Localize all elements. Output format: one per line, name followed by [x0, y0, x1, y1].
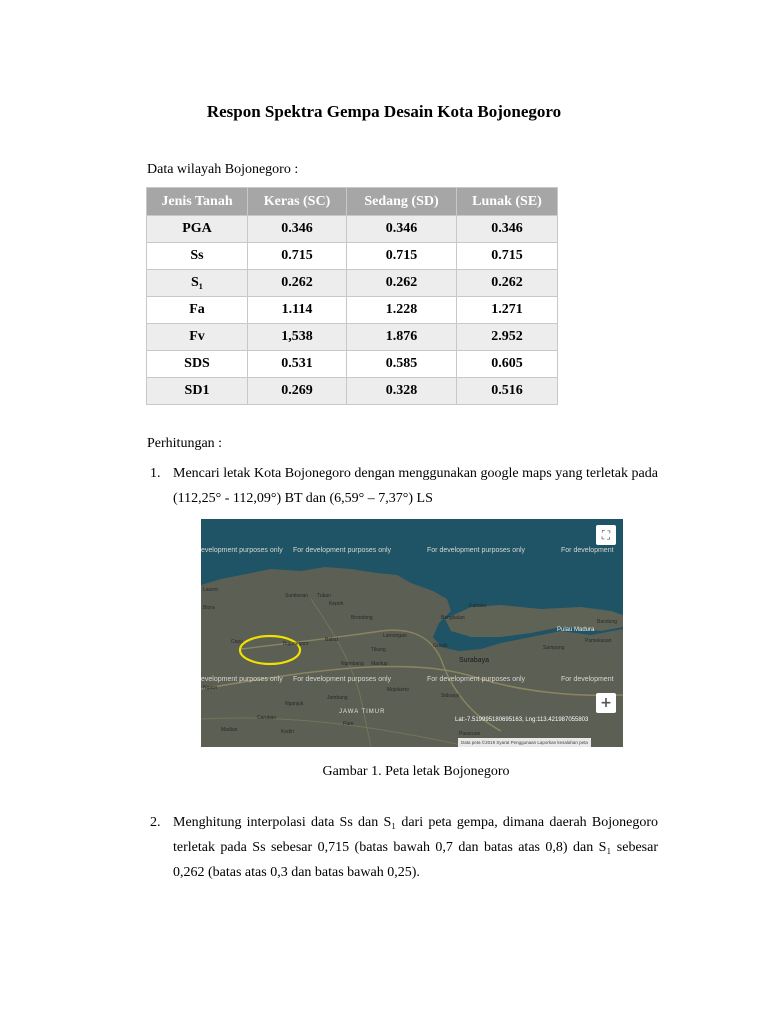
- place-label: Bojonegoro: [283, 641, 309, 647]
- watermark-text: evelopment purposes only: [201, 547, 283, 554]
- figure-caption: Gambar 1. Peta letak Bojonegoro: [322, 764, 510, 779]
- table-cell: 0.346: [347, 216, 457, 243]
- list-number: 1.: [150, 466, 161, 481]
- table-cell: 0.516: [457, 378, 558, 405]
- place-label: Sampang: [543, 645, 565, 651]
- table-cell: 0.715: [248, 243, 347, 270]
- table-cell: 0.605: [457, 351, 558, 378]
- fullscreen-button[interactable]: ⛶: [596, 525, 616, 545]
- watermark-text: For development: [561, 676, 614, 683]
- header-sedang: Sedang (SD): [347, 188, 457, 216]
- watermark-text: For development purposes only: [427, 676, 526, 683]
- place-label: Madiun: [221, 727, 238, 733]
- place-label: Babat: [325, 637, 339, 643]
- place-label: Jombang: [327, 695, 348, 701]
- table-row: [147, 297, 558, 324]
- place-label: Lasem: [203, 587, 219, 593]
- header-keras: Keras (SC): [248, 188, 347, 216]
- list-item: [147, 810, 658, 885]
- place-label: Bandung: [597, 619, 618, 625]
- list-number: 2.: [150, 815, 161, 830]
- table-cell: 1,538: [248, 324, 347, 351]
- table-cell: SD1: [147, 378, 248, 405]
- list-item: [147, 461, 658, 511]
- place-label: Brondong: [351, 615, 373, 621]
- list-text: Mencari letak Kota Bojonegoro dengan menggunakan google maps yang terletak pada (112,25° - 112,09°) BT dan (6,59° – 7,37°) LS: [173, 466, 658, 506]
- table-header-row: [147, 188, 558, 216]
- watermark-text: evelopment purposes only: [201, 676, 283, 683]
- table-cell: 0.262: [347, 270, 457, 297]
- place-label: Ngawi: [203, 685, 217, 691]
- header-jenis-tanah: Jenis Tanah: [147, 188, 248, 216]
- place-label: Kepoh: [329, 601, 344, 607]
- table-cell: 1.114: [248, 297, 347, 324]
- table-cell: 0.262: [457, 270, 558, 297]
- watermark-text: For development: [561, 547, 614, 554]
- table-row: [147, 270, 558, 297]
- table-cell: 1.876: [347, 324, 457, 351]
- place-label: JAWA TIMUR: [339, 709, 386, 715]
- table-cell: 0.346: [248, 216, 347, 243]
- place-label: Mojokerto: [387, 687, 409, 693]
- soil-data-table: [146, 187, 558, 405]
- place-label: Kediri: [281, 729, 294, 735]
- place-label: Pulau Madura: [557, 627, 595, 633]
- place-label: Surabaya: [459, 657, 489, 664]
- intro-text: Data wilayah Bojonegoro :: [147, 162, 299, 177]
- place-label: Mantup: [371, 661, 388, 667]
- table-row: [147, 378, 558, 405]
- place-label: Sidoarjo: [441, 693, 460, 699]
- table-cell: 0.328: [347, 378, 457, 405]
- watermark-text: For development purposes only: [293, 547, 392, 554]
- place-label: Pare: [343, 721, 354, 727]
- place-label: Bangkalan: [441, 615, 465, 621]
- table-cell: 0.585: [347, 351, 457, 378]
- table-cell: 0.715: [457, 243, 558, 270]
- table-cell: 1.228: [347, 297, 457, 324]
- table-cell: S₁: [147, 270, 248, 297]
- table-cell: 0.531: [248, 351, 347, 378]
- table-cell: 0.269: [248, 378, 347, 405]
- table-row: [147, 216, 558, 243]
- table-cell: PGA: [147, 216, 248, 243]
- map-attribution[interactable]: Data peta ©2019 Syarat Penggunaan Laporkan kesalahan peta: [458, 738, 591, 747]
- table-cell: SDS: [147, 351, 248, 378]
- header-lunak: Lunak (SE): [457, 188, 558, 216]
- place-label: Gresik: [433, 643, 448, 649]
- table-cell: 0.346: [457, 216, 558, 243]
- place-label: Tuban: [317, 593, 331, 599]
- table-cell: 1.271: [457, 297, 558, 324]
- table-cell: 0.262: [248, 270, 347, 297]
- page-title: Respon Spektra Gempa Desain Kota Bojonegoro: [206, 102, 562, 121]
- table-cell: 2.952: [457, 324, 558, 351]
- table-row: [147, 243, 558, 270]
- place-label: Blora: [203, 605, 215, 611]
- road-line: [311, 599, 371, 747]
- table-row: [147, 351, 558, 378]
- table-row: [147, 324, 558, 351]
- place-label: Tikung: [371, 647, 386, 653]
- place-label: Caruban: [257, 715, 277, 721]
- zoom-in-button[interactable]: +: [596, 693, 616, 713]
- list-text: Menghitung interpolasi data Ss dan S₁ dari peta gempa, dimana daerah Bojonegoro terletak pada Ss sebesar 0,715 (batas bawah 0,7 dan batas atas 0,8) dan S₁ sebesar 0,262 (batas atas 0,3 dan batas bawah 0,25).: [173, 815, 658, 880]
- location-map[interactable]: [201, 519, 623, 747]
- place-label: Cepu: [231, 639, 243, 645]
- place-label: Pasuruan: [459, 731, 481, 737]
- place-label: Kamala: [469, 603, 486, 609]
- table-cell: Ss: [147, 243, 248, 270]
- watermark-text: For development purposes only: [293, 676, 392, 683]
- road-line: [201, 718, 461, 745]
- place-label: Ngimbang: [341, 661, 364, 667]
- calculation-label: Perhitungan :: [147, 436, 223, 451]
- coordinates-readout: Lat:-7.51999518069516​3, Lng:113.421987055803: [455, 717, 589, 723]
- table-cell: Fa: [147, 297, 248, 324]
- watermark-text: For development purposes only: [427, 547, 526, 554]
- place-label: Nganjuk: [285, 701, 304, 707]
- place-label: Pamekasan: [585, 638, 612, 644]
- table-cell: 0.715: [347, 243, 457, 270]
- place-label: Lamongan: [383, 633, 407, 639]
- place-label: Sumberan: [285, 593, 309, 599]
- table-cell: Fv: [147, 324, 248, 351]
